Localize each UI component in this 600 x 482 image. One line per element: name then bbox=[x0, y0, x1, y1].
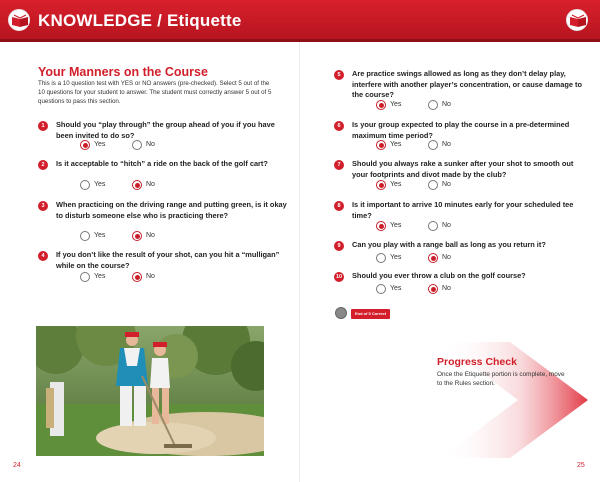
end-indicator-icon[interactable] bbox=[335, 307, 347, 319]
yes-label: Yes bbox=[94, 273, 106, 280]
yes-radio[interactable] bbox=[376, 140, 386, 150]
question-text: Should you always rake a sunker after your shot to smooth out your footprints and divot made by the club? bbox=[352, 159, 574, 179]
section-intro: This is a 10 question test with YES or NO answers (pre-checked). Select 5 out of the 10 questions for your student to answer. The student must correctly answer 5 out of 5 questions to pass this section. bbox=[38, 80, 272, 106]
question-number: 5 bbox=[334, 70, 344, 80]
yes-radio[interactable] bbox=[376, 284, 386, 294]
yes-label: Yes bbox=[390, 254, 402, 261]
no-label: No bbox=[442, 181, 451, 188]
no-radio[interactable] bbox=[132, 180, 142, 190]
yes-label: Yes bbox=[94, 232, 106, 239]
no-radio[interactable] bbox=[428, 140, 438, 150]
no-radio[interactable] bbox=[428, 284, 438, 294]
no-label: No bbox=[442, 285, 451, 292]
question-number: 4 bbox=[38, 251, 48, 261]
progress-check-text: Once the Etiquette portion is complete, move to the Rules section. bbox=[437, 371, 565, 388]
question-text: Can you play with a range ball as long as you return it? bbox=[352, 240, 546, 249]
no-label: No bbox=[146, 273, 155, 280]
question-text: Are practice swings allowed as long as they don’t delay play, interfere with another player’s concentration, or cause damage to the course? bbox=[352, 69, 582, 100]
no-label: No bbox=[146, 141, 155, 148]
question-number: 8 bbox=[334, 201, 344, 211]
book-logo-icon-right bbox=[566, 9, 588, 31]
yes-label: Yes bbox=[94, 141, 106, 148]
question-number: 1 bbox=[38, 121, 48, 131]
question-number: 2 bbox=[38, 160, 48, 170]
yes-label: Yes bbox=[94, 181, 106, 188]
no-radio[interactable] bbox=[132, 272, 142, 282]
yes-label: Yes bbox=[390, 101, 402, 108]
no-radio[interactable] bbox=[428, 100, 438, 110]
no-label: No bbox=[442, 254, 451, 261]
no-radio[interactable] bbox=[428, 253, 438, 263]
no-label: No bbox=[146, 232, 155, 239]
page-title: KNOWLEDGE / Etiquette bbox=[38, 11, 242, 30]
question-text: Should you “play through” the group ahead of you if you have been invited to do so? bbox=[56, 120, 275, 140]
book-logo-icon bbox=[8, 9, 30, 31]
yes-radio[interactable] bbox=[376, 180, 386, 190]
yes-label: Yes bbox=[390, 141, 402, 148]
no-radio[interactable] bbox=[132, 140, 142, 150]
section-title: Your Manners on the Course bbox=[38, 65, 208, 79]
question-number: 10 bbox=[335, 274, 343, 280]
yes-label: Yes bbox=[390, 181, 402, 188]
question-number: 7 bbox=[334, 160, 344, 170]
question-text: When practicing on the driving range and putting green, is it okay to disturb someone else who is practicing there? bbox=[56, 200, 287, 220]
end-button-label: End of 5 Correct bbox=[351, 309, 390, 319]
golf-photo bbox=[36, 326, 264, 456]
no-label: No bbox=[442, 101, 451, 108]
header-bar bbox=[0, 0, 600, 42]
page-gutter bbox=[299, 42, 300, 482]
question-text: Is it important to arrive 10 minutes early for your scheduled tee time? bbox=[352, 200, 574, 220]
question-number: 6 bbox=[334, 121, 344, 131]
yes-radio[interactable] bbox=[80, 272, 90, 282]
yes-radio[interactable] bbox=[80, 231, 90, 241]
question-text: If you don’t like the result of your shot, can you hit a “mulligan” while on the course? bbox=[56, 250, 280, 270]
question-text: Is it acceptable to “hitch” a ride on the back of the golf cart? bbox=[56, 159, 268, 168]
question-text: Should you ever throw a club on the golf course? bbox=[352, 271, 526, 280]
no-radio[interactable] bbox=[132, 231, 142, 241]
progress-arrow-graphic bbox=[440, 322, 590, 467]
no-label: No bbox=[442, 141, 451, 148]
page-number-left: 24 bbox=[13, 462, 21, 469]
no-label: No bbox=[442, 222, 451, 229]
progress-check-title: Progress Check bbox=[437, 356, 517, 368]
page-number-right: 25 bbox=[577, 462, 585, 469]
yes-radio[interactable] bbox=[376, 100, 386, 110]
question-text: Is your group expected to play the course in a pre-determined maximum time period? bbox=[352, 120, 570, 140]
yes-label: Yes bbox=[390, 222, 402, 229]
yes-radio[interactable] bbox=[376, 253, 386, 263]
no-label: No bbox=[146, 181, 155, 188]
no-radio[interactable] bbox=[428, 221, 438, 231]
question-number: 9 bbox=[334, 241, 344, 251]
yes-radio[interactable] bbox=[80, 140, 90, 150]
question-number: 3 bbox=[38, 201, 48, 211]
yes-radio[interactable] bbox=[80, 180, 90, 190]
yes-label: Yes bbox=[390, 285, 402, 292]
no-radio[interactable] bbox=[428, 180, 438, 190]
yes-radio[interactable] bbox=[376, 221, 386, 231]
